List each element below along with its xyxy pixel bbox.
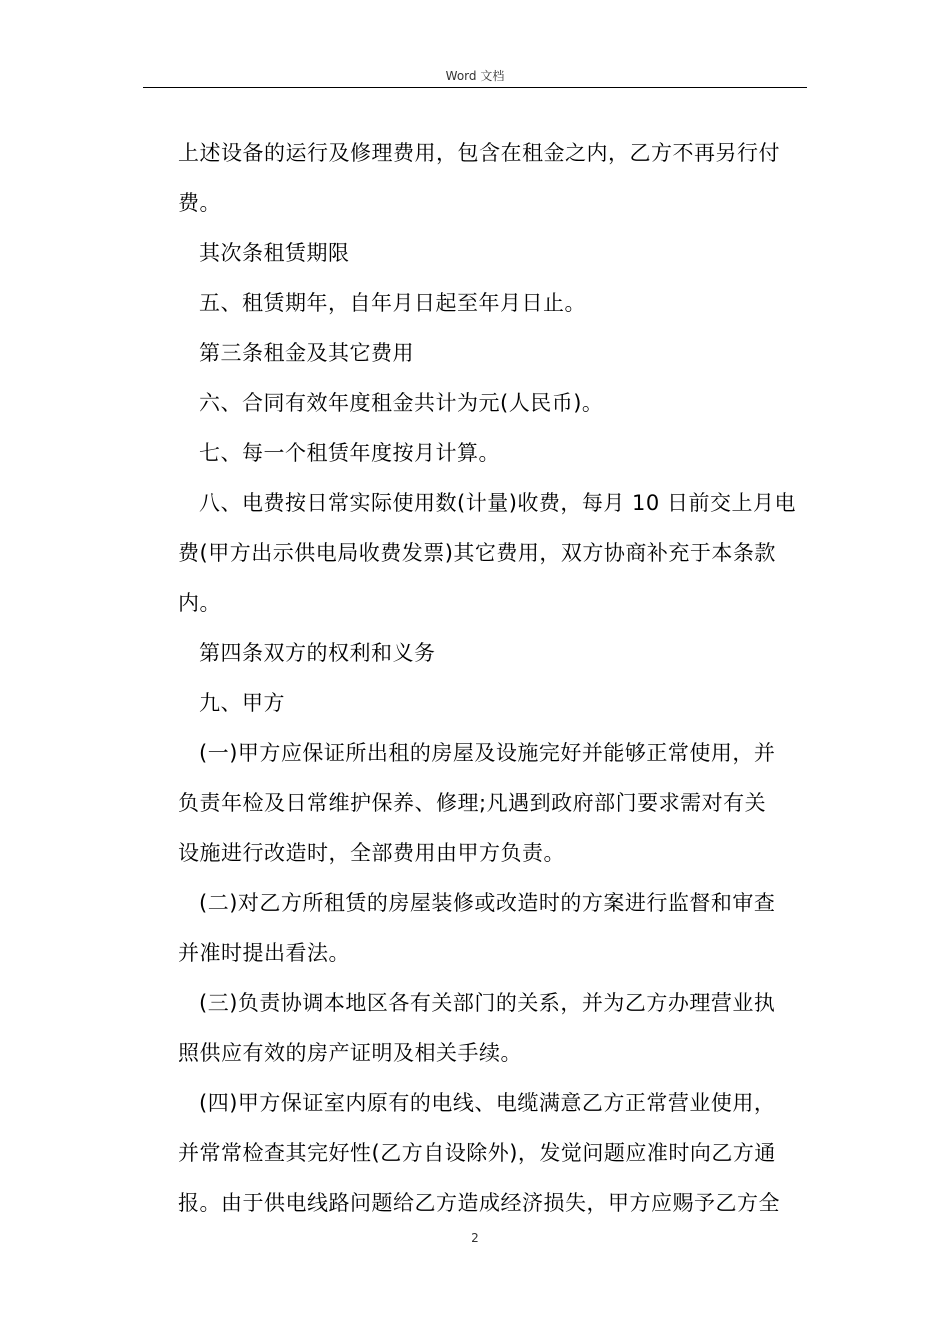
text-line: (一)甲方应保证所出租的房屋及设施完好并能够正常使用，并 xyxy=(199,741,776,765)
text-line: 费(甲方出示供电局收费发票)其它费用，双方协商补充于本条款 xyxy=(178,541,776,565)
text-line: 七、每一个租赁年度按月计算。 xyxy=(199,441,500,465)
text-line: 九、甲方 xyxy=(199,691,285,715)
text-line: (二)对乙方所租赁的房屋装修或改造时的方案进行监督和审查 xyxy=(199,891,776,915)
text-line: 并准时提出看法。 xyxy=(178,941,350,965)
text-line: 六、合同有效年度租金共计为元(人民币)。 xyxy=(199,391,604,415)
text-line: 其次条租赁期限 xyxy=(199,241,350,265)
document-body xyxy=(178,128,808,1228)
text-line: 上述设备的运行及修理费用，包含在租金之内，乙方不再另行付 xyxy=(178,141,780,165)
text-line: 第三条租金及其它费用 xyxy=(199,341,414,365)
text-line: 内。 xyxy=(178,591,221,615)
text-line: 五、租赁期年，自年月日起至年月日止。 xyxy=(199,291,586,315)
text-line: 费。 xyxy=(178,191,221,215)
text-line: 负责年检及日常维护保养、修理;凡遇到政府部门要求需对有关 xyxy=(178,791,767,815)
header-divider xyxy=(143,87,807,88)
text-line: (四)甲方保证室内原有的电线、电缆满意乙方正常营业使用， xyxy=(199,1091,776,1115)
text-line: 设施进行改造时，全部费用由甲方负责。 xyxy=(178,841,565,865)
text-line: 并常常检查其完好性(乙方自设除外)，发觉问题应准时向乙方通 xyxy=(178,1141,776,1165)
text-line: 报。由于供电线路问题给乙方造成经济损失，甲方应赐予乙方全 xyxy=(178,1191,780,1215)
page-number: 2 xyxy=(471,1231,479,1245)
text-line: 第四条双方的权利和义务 xyxy=(199,641,436,665)
text-line: 八、电费按日常实际使用数(计量)收费，每月 10 日前交上月电 xyxy=(199,491,796,515)
text-line: (三)负责协调本地区各有关部门的关系，并为乙方办理营业执 xyxy=(199,991,776,1015)
text-line: 照供应有效的房产证明及相关手续。 xyxy=(178,1041,522,1065)
page-header: Word 文档 xyxy=(445,69,505,83)
